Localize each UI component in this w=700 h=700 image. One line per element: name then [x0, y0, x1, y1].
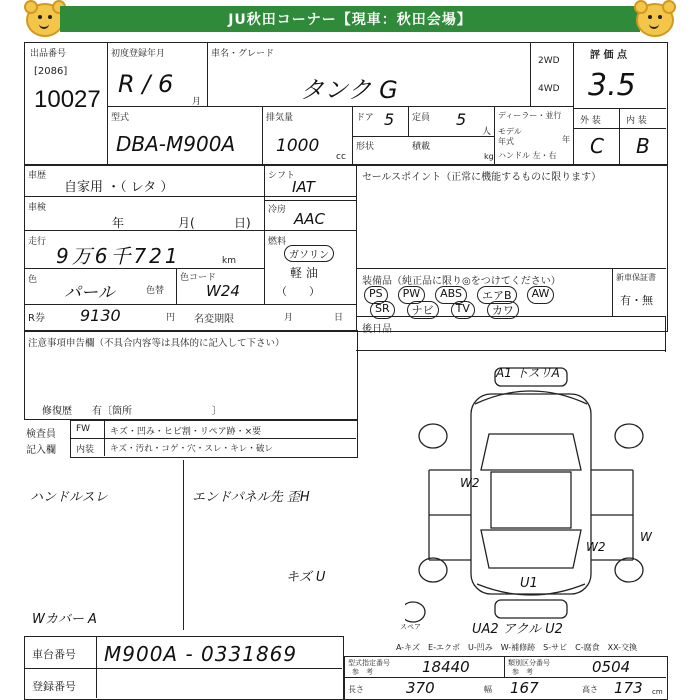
deregister-month: 月: [284, 313, 294, 323]
type-spec-value: 18440: [422, 658, 470, 676]
warranty-value: 有・無: [620, 294, 653, 307]
width-value: 167: [510, 679, 539, 697]
displacement-unit: cc: [336, 152, 346, 162]
door-label: ドア: [356, 113, 374, 123]
equipment-item-r1-0: PS: [364, 286, 388, 304]
lot-label: 出品番号: [30, 49, 67, 59]
displacement-label: 排気量: [266, 113, 294, 123]
type-spec-ref: 参 考: [352, 668, 373, 676]
name-value: タンク G: [300, 76, 398, 104]
model-label: 型式: [111, 113, 130, 123]
color-code-value: W24: [206, 282, 240, 300]
deregister-day: 日: [334, 313, 344, 323]
height-label: 高さ: [582, 685, 598, 694]
fuel-label: 燃料: [268, 237, 287, 247]
door-value: 5: [384, 110, 395, 129]
equipment-item-r2-3: カワ: [487, 301, 519, 319]
diagram-w2-right: W2: [586, 540, 606, 554]
capacity-unit: 人: [482, 127, 492, 137]
height-value: 173: [614, 679, 643, 697]
int-label: 内 装: [626, 116, 647, 126]
first-reg-value: R / 6: [118, 70, 174, 98]
equipment-item-r2-1: ナビ: [407, 301, 439, 319]
mascot-left-icon: [26, 3, 64, 37]
reserve-label: 後日品: [362, 324, 392, 335]
diagram-w-right: W: [640, 530, 652, 544]
model-value: DBA-M900A: [116, 132, 236, 156]
load-unit: kg: [484, 152, 494, 161]
diagram-u1: U1: [520, 576, 538, 591]
equipment-item-r2-2: TV: [451, 301, 475, 319]
mileage-value: 9万6千721: [56, 244, 181, 268]
capacity-value: 5: [456, 110, 467, 129]
inspector-fw-label: FW: [76, 424, 91, 434]
drive-4wd: 4WD: [538, 84, 560, 94]
inspection-month: 月(: [178, 216, 195, 230]
equipment-item-r1-2: ABS: [435, 286, 467, 304]
header-title: JU秋田コーナー【現車：秋田会場】: [60, 6, 640, 32]
equipment-label: 装備品（純正品に限り◎をつけてください）: [362, 276, 561, 287]
damage-legend: A-キズ E-エクボ U-凹み W-補修跡 S-サビ C-腐食 XX-交換: [396, 643, 638, 652]
name-label: 車名・グレード: [211, 49, 275, 59]
color-value: パール: [64, 283, 115, 303]
equipment-item-r1-3: エアB: [477, 286, 517, 304]
color-label: 色: [28, 275, 38, 285]
ac-value: AAC: [294, 210, 325, 228]
diagram-rear-note: UA2 アクル U2: [472, 622, 563, 637]
warranty-label: 新車保証書: [616, 273, 656, 282]
inspection-year: 年: [112, 216, 125, 230]
deregister-label: 名変期限: [194, 314, 234, 325]
note-wcover: Wカバー A: [32, 612, 97, 627]
fuel-gasoline: ガソリン: [284, 245, 334, 262]
spare-label: スペア: [400, 623, 421, 631]
repair-history: 修復歴 有〔箇所 〕: [42, 406, 222, 417]
first-reg-label: 初度登録年月: [111, 49, 166, 59]
displacement-value: 1000: [276, 136, 320, 156]
inspection-day: 日): [234, 216, 251, 230]
fuel-diesel: 軽 油: [290, 266, 318, 280]
inspection-label: 車検: [28, 203, 47, 213]
inspector-int-label: 内装: [76, 445, 95, 455]
equipment-item-r1-1: PW: [398, 286, 426, 304]
dealer-l1: ディーラー・並行: [498, 111, 562, 120]
inspector-label-1: 検査員: [26, 429, 56, 440]
equipment-item-r2-0: SR: [370, 301, 395, 319]
color-code-label: 色コード: [180, 273, 217, 283]
dealer-l3: 年式: [498, 137, 514, 146]
header: [0, 0, 700, 38]
notes-label: 注意事項申告欄（不具合内容等は具体的に記入して下さい）: [28, 338, 285, 349]
shape-label: 形状: [356, 142, 375, 152]
usage-label: 車歴: [28, 171, 47, 181]
inspector-int-items: キズ・汚れ・コゲ・穴・スレ・キレ・破レ: [110, 444, 274, 454]
length-label: 長さ: [348, 685, 364, 694]
ext-grade: C: [590, 134, 604, 158]
category-ref: 参 考: [512, 668, 533, 676]
category-label: 類別区分番号: [508, 659, 550, 667]
type-spec-label: 型式指定番号: [348, 659, 390, 667]
equipment-item-r1-4: AW: [527, 286, 555, 304]
chassis-label: 車台番号: [32, 648, 76, 661]
ext-label: 外 装: [580, 116, 601, 126]
shift-label: シフト: [268, 171, 296, 181]
category-value: 0504: [592, 658, 631, 676]
equipment-row-2: [370, 301, 519, 319]
diagram-front-note: A1 下スリA: [496, 366, 560, 380]
lot-code: [2086]: [34, 66, 68, 77]
note-end-panel: エンドパネル先 歪H: [192, 490, 310, 505]
color-change-label: 色替: [146, 286, 165, 296]
dealer-l2: モデル: [498, 127, 522, 136]
lot-number: 10027: [34, 86, 101, 113]
width-label: 幅: [484, 685, 492, 694]
chassis-value: M900A - 0331869: [104, 642, 298, 666]
recycle-unit: 円: [166, 313, 176, 323]
grade-value: 3.5: [588, 68, 636, 103]
registration-label: 登録番号: [32, 680, 76, 693]
sales-label: セールスポイント（正常に機能するものに限ります）: [362, 172, 602, 183]
handle-label: ハンドル 左・右: [498, 151, 557, 160]
note-scratch: キズ U: [286, 570, 326, 585]
usage-value: 自家用 ・（ レタ ）: [64, 180, 174, 195]
note-handle: ハンドルスレ: [30, 490, 108, 505]
shift-value: IAT: [292, 178, 315, 196]
load-label: 積載: [412, 142, 431, 152]
inspector-label-2: 記入欄: [26, 445, 56, 456]
grade-label: 評 価 点: [590, 50, 627, 61]
first-reg-unit: 月: [192, 97, 202, 107]
length-value: 370: [406, 679, 435, 697]
mileage-label: 走行: [28, 237, 47, 247]
capacity-label: 定員: [412, 113, 431, 123]
dealer-unit: 年: [562, 135, 570, 144]
mascot-right-icon: [636, 3, 674, 37]
mileage-unit: km: [222, 256, 236, 266]
spec-unit: cm: [652, 688, 663, 696]
car-diagram: [405, 360, 665, 640]
recycle-label: R券: [28, 313, 45, 324]
diagram-w2-left: W2: [460, 476, 480, 490]
fuel-other: （ ）: [276, 285, 320, 298]
recycle-value: 9130: [80, 306, 121, 325]
drive-2wd: 2WD: [538, 56, 560, 66]
int-grade: B: [636, 134, 650, 158]
inspector-fw-items: キズ・凹み・ヒビ割・リペア跡・×要: [110, 427, 262, 437]
ac-label: 冷房: [268, 205, 287, 215]
